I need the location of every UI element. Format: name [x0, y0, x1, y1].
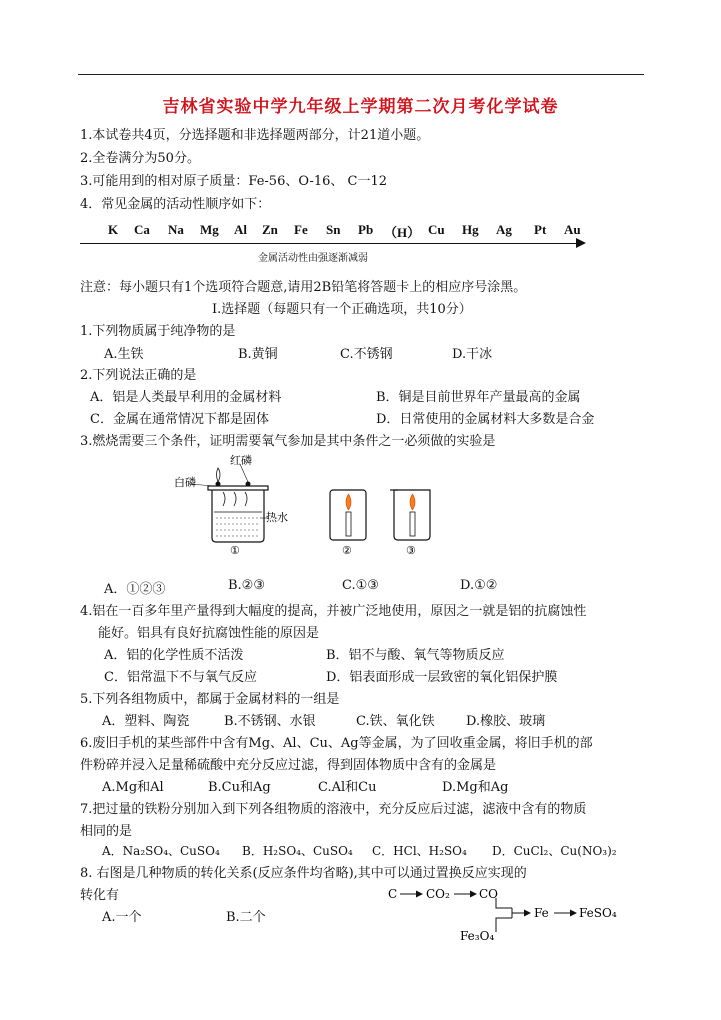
- instruction-3: 3.可能用到的相对原子质量：Fe-56、O-16、 C一12: [80, 174, 388, 189]
- metal-symbol: Hg: [462, 222, 479, 237]
- metal-symbol: Fe: [294, 222, 308, 237]
- notice: 注意：每小题只有1个选项符合题意,请用2B铅笔将答题卡上的相应序号涂黑。: [80, 280, 527, 295]
- q3-option-d: D.①②: [460, 578, 498, 593]
- q3-experiment-figure: [168, 452, 468, 560]
- metal-symbol: Na: [168, 222, 184, 237]
- metal-symbol: Pt: [534, 222, 547, 237]
- q6-option-a: A.Mg和Al: [102, 780, 164, 795]
- question-6-stem-continued: 件粉碎并浸入足量稀硫酸中充分反应过滤，得到固体物质中含有的金属是: [80, 758, 497, 773]
- metal-symbol: Ag: [496, 222, 512, 237]
- metal-symbol: Cu: [428, 222, 445, 237]
- mark-3: ③: [406, 544, 416, 557]
- q3-option-c: C.①③: [342, 578, 379, 593]
- question-4-stem-continued: 能好。铝具有良好抗腐蚀性能的原因是: [98, 626, 320, 641]
- metal-symbol: Zn: [262, 222, 278, 237]
- metal-symbol: Pb: [358, 222, 374, 237]
- section-title: I.选择题（每题只有一个正确选项，共10分）: [212, 302, 472, 317]
- q1-option-c: C.不锈钢: [340, 347, 393, 362]
- label-hot-water: 热水: [266, 511, 288, 524]
- node-fe3o4: Fe₃O₄: [460, 929, 495, 942]
- label-red-phosphorus: 红磷: [230, 454, 252, 467]
- instruction-2: 2.全卷满分为50分。: [80, 151, 200, 166]
- question-5-stem: 5.下列各组物质中，都属于金属材料的一组是: [80, 692, 340, 707]
- q2-option-c: C．金属在通常情况下都是固体: [90, 412, 269, 427]
- q7-option-d: D．CuCl₂、Cu(NO₃)₂: [492, 844, 617, 858]
- node-co2: CO₂: [426, 887, 450, 901]
- question-7-stem: 7.把过量的铁粉分别加入到下列各组物质的溶液中，充分反应后过滤，滤液中含有的物质: [80, 802, 587, 817]
- question-8-stem: 8. 右图是几种物质的转化关系(反应条件均省略),其中可以通过置换反应实现的: [80, 866, 527, 881]
- question-1-stem: 1.下列物质属于纯净物的是: [80, 324, 236, 339]
- question-7-stem-continued: 相同的是: [80, 824, 133, 839]
- page-title: 吉林省实验中学九年级上学期第二次月考化学试卷: [162, 97, 559, 117]
- q7-option-b: B．H₂SO₄、CuSO₄: [242, 844, 353, 858]
- mark-1: ①: [230, 544, 240, 557]
- node-fe: Fe: [534, 906, 549, 920]
- activity-arrow-line: [80, 243, 580, 244]
- instruction-4: 4．常见金属的活动性顺序如下：: [80, 197, 271, 212]
- top-rule: [78, 74, 644, 75]
- q2-option-d: D．日常使用的金属材料大多数是合金: [376, 412, 595, 427]
- question-6-stem: 6.废旧手机的某些部件中含有Mg、Al、Cu、Ag等金属，为了回收重金属，将旧手机的部: [80, 736, 593, 751]
- activity-arrow-head: [576, 238, 586, 248]
- metal-symbol: Al: [234, 222, 247, 237]
- q6-option-b: B.Cu和Ag: [208, 780, 271, 795]
- metal-symbol: Ca: [134, 222, 150, 237]
- q3-option-b: B.②③: [228, 578, 265, 593]
- q3-option-a: A．①②③: [104, 582, 166, 597]
- label-white-phosphorus: 白磷: [174, 476, 196, 489]
- q1-option-d: D.干冰: [452, 347, 493, 362]
- q8-option-a: A.一个: [102, 910, 142, 925]
- bracket-co: [496, 898, 512, 908]
- q4-option-c: C．铝常温下不与氧气反应: [104, 670, 257, 685]
- q8-option-b: B.二个: [226, 910, 266, 925]
- beaker-2: [330, 490, 366, 540]
- metal-symbol: K: [108, 222, 119, 237]
- node-feso4: FeSO₄: [579, 906, 617, 920]
- question-8-stem-continued: 转化有: [80, 888, 120, 903]
- q6-option-d: D.Mg和Ag: [442, 780, 509, 795]
- question-4-stem: 4.铝在一百多年里产量得到大幅度的提高，并被广泛地使用，原因之一就是铝的抗腐蚀性: [80, 604, 587, 619]
- q5-option-a: A．塑料、陶瓷: [102, 714, 190, 729]
- q5-option-b: B.不锈钢、水银: [224, 714, 316, 729]
- mark-2: ②: [342, 544, 352, 557]
- q4-option-d: D．铝表面形成一层致密的氧化铝保护膜: [326, 670, 558, 685]
- instruction-1: 1.本试卷共4页，分选择题和非选择题两部分，计21道小题。: [80, 128, 430, 143]
- q7-option-c: C．HCl、H₂SO₄: [372, 844, 467, 858]
- q4-option-a: A．铝的化学性质不活泼: [104, 648, 244, 663]
- question-3-stem: 3.燃烧需要三个条件，证明需要氧气参加是其中条件之一必须做的实验是: [80, 434, 496, 449]
- q8-conversion-diagram: [384, 880, 634, 942]
- q1-option-b: B.黄铜: [238, 347, 278, 362]
- metal-symbol: Mg: [200, 222, 219, 237]
- q2-option-a: A．铝是人类最早利用的金属材料: [90, 390, 282, 405]
- q7-option-a: A．Na₂SO₄、CuSO₄: [102, 844, 220, 858]
- metal-symbol: Au: [564, 222, 581, 237]
- beaker-1: [190, 464, 268, 542]
- q1-option-a: A.生铁: [104, 347, 144, 362]
- q4-option-b: B．铝不与酸、氧气等物质反应: [326, 648, 505, 663]
- node-c: C: [388, 887, 398, 901]
- metal-symbol: Sn: [326, 222, 341, 237]
- beaker-3: [390, 490, 430, 540]
- bracket-fe3o4: [496, 918, 512, 932]
- q5-option-c: C.铁、氧化铁: [356, 714, 435, 729]
- metal-symbol: （H）: [384, 225, 421, 240]
- node-co: CO: [479, 887, 499, 901]
- q2-option-b: B．铜是目前世界年产量最高的金属: [376, 390, 581, 405]
- q5-option-d: D.橡胶、玻璃: [466, 714, 546, 729]
- activity-series-caption: 金属活动性由强逐渐减弱: [258, 253, 368, 264]
- question-2-stem: 2.下列说法正确的是: [80, 368, 197, 383]
- q6-option-c: C.Al和Cu: [318, 780, 377, 795]
